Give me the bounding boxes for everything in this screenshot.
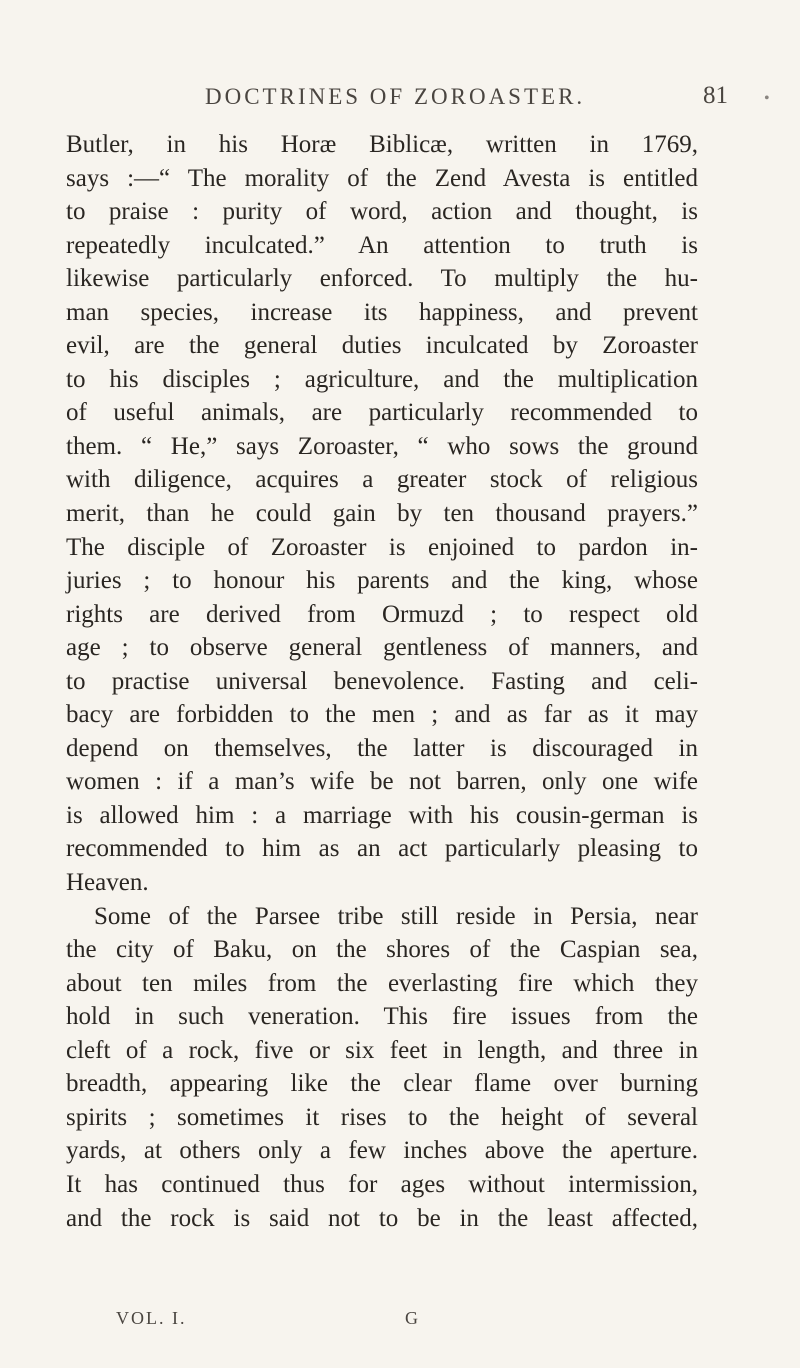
text-line: recommended to him as an act particularly pleasing to	[66, 835, 698, 863]
volume-label: VOL. I.	[116, 1308, 187, 1328]
text-line: them. “ He,” says Zoroaster, “ who sows the ground	[66, 432, 698, 460]
text-line: hold in such veneration. This fire issues from the	[66, 1003, 698, 1031]
text-line: likewise particularly enforced. To multiply the hu-	[66, 265, 698, 293]
running-title: DOCTRINES OF ZOROASTER.	[205, 84, 586, 109]
text-line: to his disciples ; agriculture, and the multiplication	[66, 365, 698, 393]
text-line: depend on themselves, the latter is discouraged in	[66, 734, 698, 762]
text-line: to practise universal benevolence. Fasting and celi-	[66, 667, 698, 695]
text-line: to praise : purity of word, action and thought, is	[66, 198, 698, 226]
text-line: women : if a man’s wife be not barren, only one wife	[66, 768, 698, 796]
text-line: and the rock is said not to be in the least affected,	[66, 1204, 698, 1232]
text-line: It has continued thus for ages without intermission,	[66, 1170, 698, 1198]
text-line: man species, increase its happiness, and prevent	[66, 298, 698, 326]
text-line: cleft of a rock, five or six feet in length, and three in	[66, 1036, 698, 1064]
text-line: repeatedly inculcated.” An attention to truth is	[66, 231, 698, 259]
text-line: of useful animals, are particularly recommended to	[66, 399, 698, 427]
text-line: says :—“ The morality of the Zend Avesta is entitled	[66, 164, 698, 192]
text-line: yards, at others only a few inches above the aperture.	[66, 1137, 698, 1165]
text-line: Butler, in his Horæ Biblicæ, written in 1769,	[66, 131, 698, 158]
margin-mark: •	[764, 90, 770, 107]
text-line: Some of the Parsee tribe still reside in Persia, near	[94, 902, 698, 930]
text-line: about ten miles from the everlasting fire which they	[66, 969, 698, 997]
text-line: merit, than he could gain by ten thousand prayers.”	[66, 500, 698, 528]
text-line: with diligence, acquires a greater stock of religious	[66, 466, 698, 494]
text-line: breadth, appearing like the clear flame over burning	[66, 1070, 698, 1098]
text-line: spirits ; sometimes it rises to the height of several	[66, 1103, 698, 1131]
text-line: bacy are forbidden to the men ; and as far as it may	[66, 701, 698, 729]
text-line: the city of Baku, on the shores of the Caspian sea,	[66, 936, 698, 964]
page-number: 81	[703, 82, 728, 109]
text-line: juries ; to honour his parents and the king, whose	[66, 567, 698, 595]
signature-mark: G	[405, 1308, 418, 1328]
body-text	[66, 128, 698, 1235]
text-line: Heaven.	[66, 869, 149, 897]
text-line: age ; to observe general gentleness of manners, and	[66, 634, 698, 662]
text-line: rights are derived from Ormuzd ; to respect old	[66, 600, 698, 628]
text-line: is allowed him : a marriage with his cousin-german is	[66, 801, 698, 829]
text-line: evil, are the general duties inculcated by Zoroaster	[66, 332, 698, 360]
text-line: The disciple of Zoroaster is enjoined to pardon in-	[66, 533, 698, 561]
